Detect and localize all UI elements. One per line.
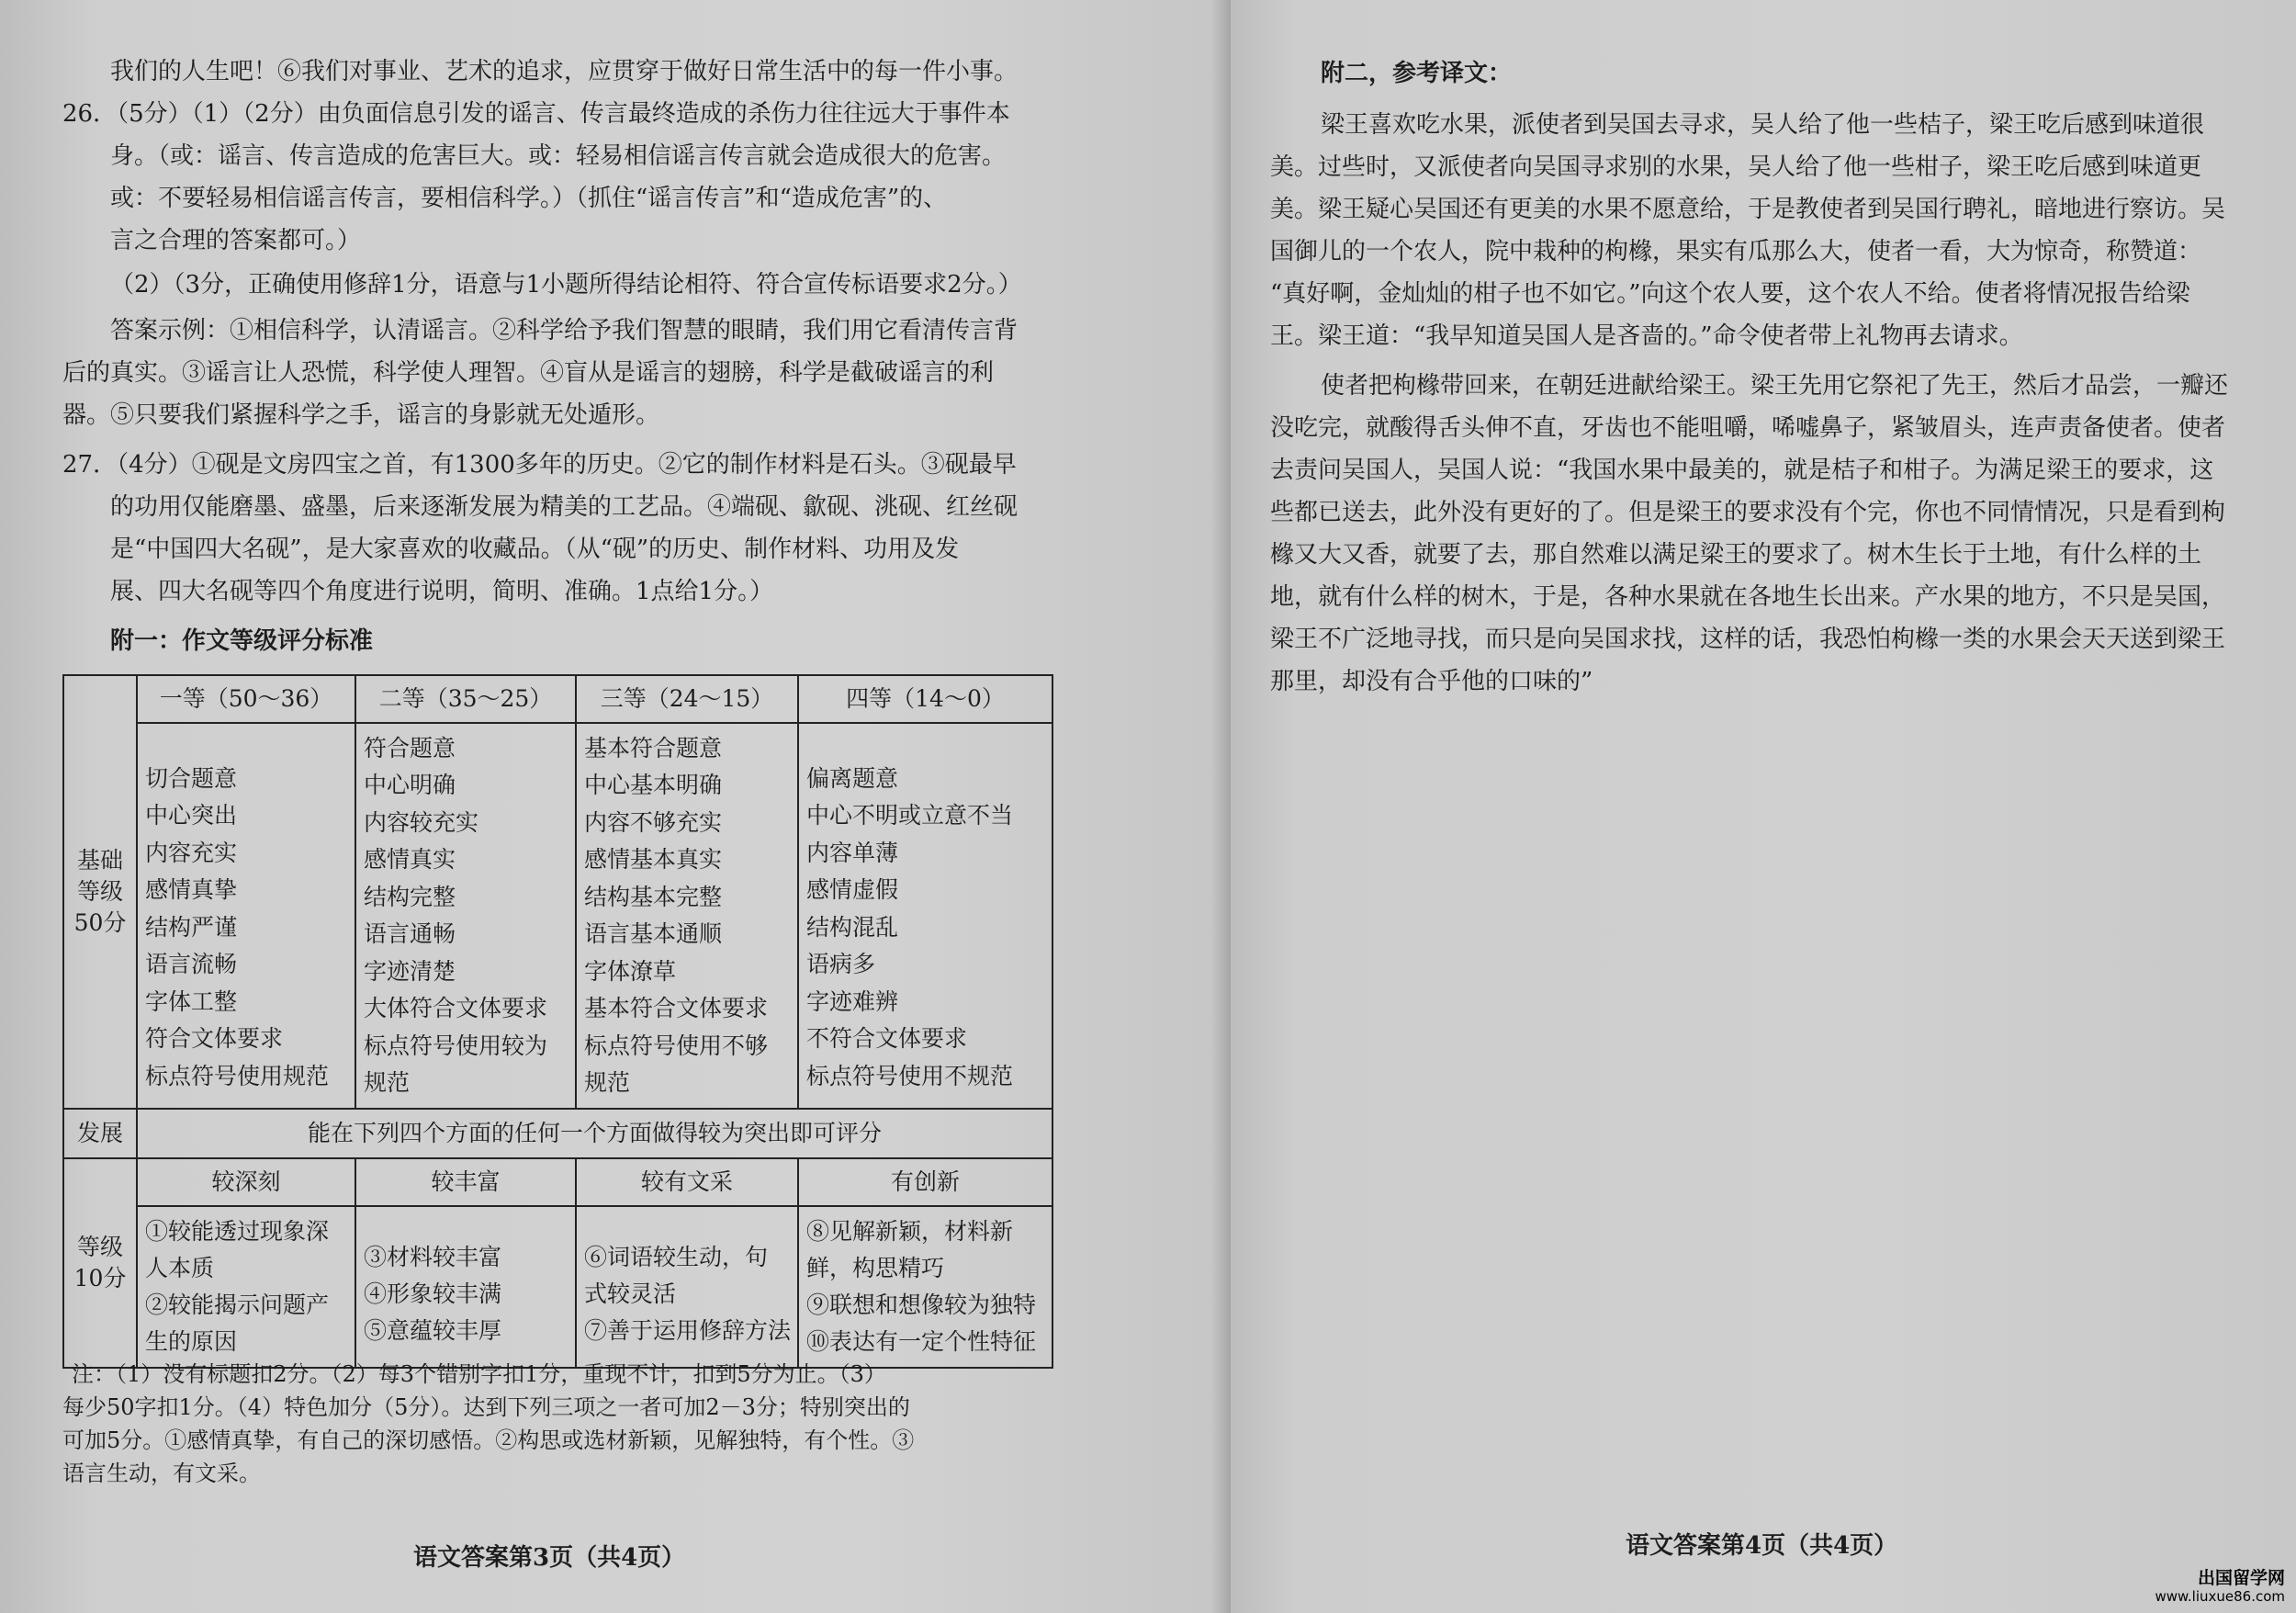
text-line: 我们的人生吧！⑥我们对事业、艺术的追求，应贯穿于做好日常生活中的每一件小事。 bbox=[110, 58, 1019, 85]
grade-2-header: 二等（35～25） bbox=[355, 675, 576, 723]
grade-2-criteria: 符合题意 中心明确 内容较充实 感情真实 结构完整 语言通畅 字迹清楚 大体符合文体要求 标点符号使用较为 规范 bbox=[355, 723, 576, 1109]
grade-1-header: 一等（50～36） bbox=[137, 675, 355, 723]
grade-3-header: 三等（24～15） bbox=[576, 675, 798, 723]
right-page bbox=[1231, 0, 2296, 1613]
translation-line: 橼又大又香，就要了去，那自然难以满足梁王的要求了。树木生长于土地，有什么样的土 bbox=[1270, 541, 2202, 569]
text-line: （2）（3分，正确使用修辞1分，语意与1小题所得结论相符、符合宣传标语要求2分。） bbox=[110, 271, 1022, 299]
text-line: 的功用仅能磨墨、盛墨，后来逐渐发展为精美的工艺品。④端砚、歙砚、洮砚、红丝砚 bbox=[110, 493, 1019, 521]
basic-level-label: 基础 等级 50分 bbox=[63, 675, 137, 1109]
translation-line: 去责问吴国人，吴国人说：“我国水果中最美的，就是桔子和柑子。为满足梁王的要求，这 bbox=[1270, 457, 2214, 484]
translation-line: 梁王喜欢吃水果，派使者到吴国去寻求，吴人给了他一些桔子，梁王吃后感到味道很 bbox=[1321, 111, 2205, 139]
appendix1-title: 附一：作文等级评分标准 bbox=[110, 627, 374, 655]
question-26-line: 26．（5分）（1）（2分）由负面信息引发的谣言、传言最终造成的杀伤力往往远大于事件本 bbox=[62, 100, 1010, 128]
essay-grading-table bbox=[62, 674, 1053, 1369]
text-line: 身。（或：谣言、传言造成的危害巨大。或：轻易相信谣言传言就会造成很大的危害。 bbox=[110, 142, 1007, 170]
aspect-depth-header: 较深刻 bbox=[137, 1158, 355, 1206]
translation-line: “真好啊，金灿灿的柑子也不如它。”向这个农人要，这个农人不给。使者将情况报告给梁 bbox=[1270, 280, 2190, 308]
text-line: 后的真实。③谣言让人恐慌，科学使人理智。④盲从是谣言的翅膀，科学是截破谣言的利 bbox=[62, 359, 995, 387]
development-label: 发展 bbox=[63, 1109, 137, 1158]
translation-line: 那里，却没有合乎他的口味的” bbox=[1270, 668, 1593, 695]
grade-4-criteria: 偏离题意 中心不明或立意不当 内容单薄 感情虚假 结构混乱 语病多 字迹难辨 不符合文体要求 标点符号使用不规范 bbox=[798, 723, 1052, 1109]
aspect-literary-header: 较有文采 bbox=[576, 1158, 798, 1206]
translation-line: 国御儿的一个农人，院中栽种的枸橼，果实有瓜那么大，使者一看，大为惊奇，称赞道： bbox=[1270, 238, 2202, 265]
grade-1-criteria: 切合题意 中心突出 内容充实 感情真挚 结构严谨 语言流畅 字体工整 符合文体要求 标点符号使用规范 bbox=[137, 723, 355, 1109]
watermark-name: 出国留学网 bbox=[2197, 1568, 2285, 1588]
page-footer-left: 语文答案第3页（共4页） bbox=[413, 1544, 686, 1572]
aspect-depth-criteria: ①较能透过现象深 人本质 ②较能揭示问题产 生的原因 bbox=[137, 1206, 355, 1368]
appendix2-title: 附二，参考译文： bbox=[1321, 60, 1513, 87]
aspect-richness-criteria: ③材料较丰富 ④形象较丰满 ⑤意蕴较丰厚 bbox=[355, 1206, 576, 1368]
translation-line: 王。梁王道：“我早知道吴国人是吝啬的。”命令使者带上礼物再去请求。 bbox=[1270, 322, 2023, 350]
text-line: 或：不要轻易相信谣言传言，要相信科学。）（抓住“谣言传言”和“造成危害”的、 bbox=[110, 185, 948, 212]
translation-line: 梁王不广泛地寻找，而只是向吴国求找，这样的话，我恐怕枸橼一类的水果会天天送到梁王 bbox=[1270, 626, 2226, 653]
watermark-url: www.liuxue86.com bbox=[2155, 1588, 2285, 1605]
text-line: 是“中国四大名砚”，是大家喜欢的收藏品。（从“砚”的历史、制作材料、功用及发 bbox=[110, 536, 960, 563]
text-line: 言之合理的答案都可。） bbox=[110, 227, 362, 254]
translation-line: 没吃完，就酸得舌头伸不直，牙齿也不能咀嚼，唏嘘鼻子，紧皱眉头，连声责备使者。使者 bbox=[1270, 414, 2226, 442]
text-line: 答案示例：①相信科学，认清谣言。②科学给予我们智慧的眼睛，我们用它看清传言背 bbox=[110, 317, 1019, 344]
question-27-line: 27．（4分）①砚是文房四宝之首，有1300多年的历史。②它的制作材料是石头。③砚最早 bbox=[62, 451, 1017, 479]
translation-line: 些都已送去，此外没有更好的了。但是梁王的要求没有个完，你也不同情情况，只是看到枸 bbox=[1270, 499, 2226, 526]
level-10-label: 等级 10分 bbox=[63, 1158, 137, 1368]
site-watermark bbox=[2155, 1569, 2285, 1606]
aspect-innovation-criteria: ⑧见解新颖，材料新 鲜，构思精巧 ⑨联想和想像较为独特 ⑩表达有一定个性特征 bbox=[798, 1206, 1052, 1368]
page-footer-right: 语文答案第4页（共4页） bbox=[1626, 1532, 1898, 1560]
text-line: 展、四大名砚等四个角度进行说明，简明、准确。1点给1分。） bbox=[110, 578, 774, 605]
aspect-innovation-header: 有创新 bbox=[798, 1158, 1052, 1206]
grade-4-header: 四等（14～0） bbox=[798, 675, 1052, 723]
grading-note-line: 注：（1）没有标题扣2分。（2）每3个错别字扣1分，重现不计，扣到5分为止。（3） bbox=[72, 1361, 886, 1387]
development-description: 能在下列四个方面的任何一个方面做得较为突出即可评分 bbox=[137, 1109, 1052, 1158]
grading-note-line: 每少50字扣1分。（4）特色加分（5分）。达到下列三项之一者可加2－3分；特别突出的 bbox=[62, 1394, 910, 1420]
grading-note-line: 语言生动，有文采。 bbox=[62, 1461, 261, 1486]
grading-note-line: 可加5分。①感情真挚，有自己的深切感悟。②构思或选材新颖，见解独特，有个性。③ bbox=[62, 1427, 915, 1453]
translation-line: 使者把枸橼带回来，在朝廷进献给梁王。梁王先用它祭祀了先王，然后才品尝，一瓣还 bbox=[1321, 372, 2229, 400]
aspect-literary-criteria: ⑥词语较生动，句 式较灵活 ⑦善于运用修辞方法 bbox=[576, 1206, 798, 1368]
grade-3-criteria: 基本符合题意 中心基本明确 内容不够充实 感情基本真实 结构基本完整 语言基本通顺 字体潦草 基本符合文体要求 标点符号使用不够 规范 bbox=[576, 723, 798, 1109]
translation-line: 地，就有什么样的树木，于是，各种水果就在各地生长出来。产水果的地方，不只是吴国， bbox=[1270, 583, 2226, 611]
translation-line: 美。过些时，又派使者向吴国寻求别的水果，吴人给了他一些柑子，梁王吃后感到味道更 bbox=[1270, 153, 2202, 181]
translation-line: 美。梁王疑心吴国还有更美的水果不愿意给，于是教使者到吴国行聘礼，暗地进行察访。吴 bbox=[1270, 196, 2226, 223]
text-line: 器。⑤只要我们紧握科学之手，谣言的身影就无处遁形。 bbox=[62, 401, 660, 429]
aspect-richness-header: 较丰富 bbox=[355, 1158, 576, 1206]
